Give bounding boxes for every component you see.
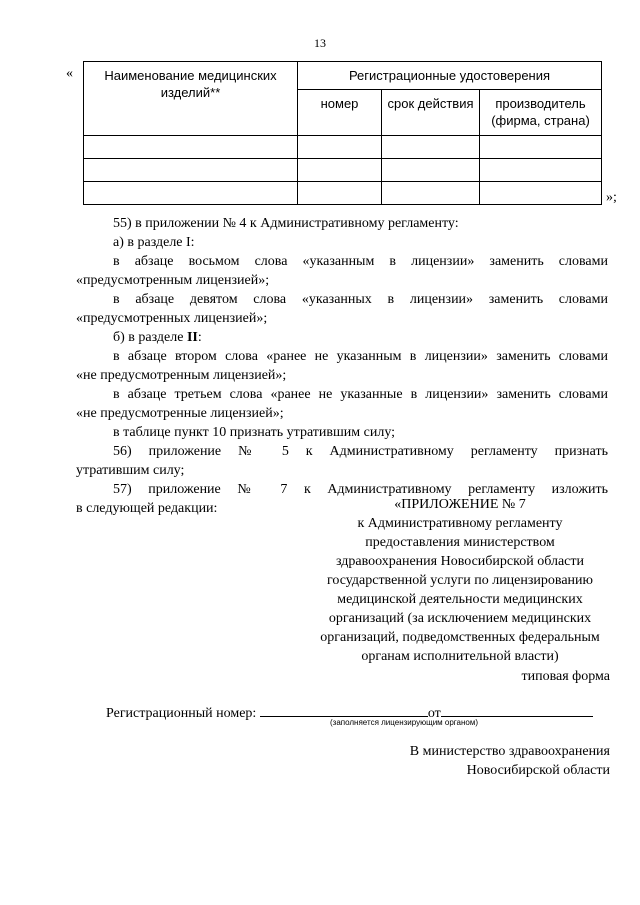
- amendment-b1-line2: «не предусмотренным лицензией»;: [76, 368, 287, 383]
- registration-date-field[interactable]: [441, 702, 593, 717]
- table-row: [84, 136, 602, 159]
- appendix-line: государственной услуги по лицензированию: [327, 573, 593, 588]
- addressee: [410, 742, 610, 780]
- col-header-registration: Регистрационные удостоверения: [298, 62, 602, 90]
- item-56-line1: 56) приложение № 5 к Административному регламенту признать: [113, 444, 608, 459]
- addressee-line: Новосибирской области: [466, 763, 610, 778]
- col-header-number: номер: [298, 90, 382, 136]
- amendment-b1-line1: в абзаце втором слова «ранее не указанным в лицензии» заменить словами: [113, 349, 608, 364]
- table-close-quote: »;: [606, 190, 617, 205]
- form-type-label: типовая форма: [521, 669, 610, 684]
- appendix-header: [290, 495, 630, 666]
- appendix-line: организаций (за исключением медицинских: [328, 611, 592, 626]
- appendix-line: «ПРИЛОЖЕНИЕ № 7: [394, 497, 526, 512]
- medical-devices-table: [83, 61, 602, 205]
- table-open-quote: «: [66, 66, 73, 81]
- page-number: 13: [314, 36, 326, 50]
- registration-label: Регистрационный номер:: [106, 706, 257, 721]
- table-row: [84, 159, 602, 182]
- registration-from-label: от: [427, 706, 441, 721]
- item-55: 55) в приложении № 4 к Административному регламенту:: [113, 216, 459, 231]
- amendment-b3: в таблице пункт 10 признать утратившим силу;: [113, 425, 396, 440]
- appendix-line: медицинской деятельности медицинских: [337, 592, 583, 607]
- amendment-a1-line1: в абзаце восьмом слова «указанным в лицензии» заменить словами: [113, 254, 608, 269]
- appendix-line: здравоохранения Новосибирской области: [335, 554, 584, 569]
- col-header-validity: срок действия: [382, 90, 480, 136]
- registration-note: (заполняется лицензирующим органом): [330, 718, 479, 727]
- appendix-line: предоставления министерством: [365, 535, 555, 550]
- appendix-line: организаций, подведомственных федеральным: [320, 630, 600, 645]
- table-row: [84, 182, 602, 205]
- subsection-a: а) в разделе I:: [113, 235, 195, 250]
- item-57-line2: в следующей редакции:: [76, 501, 218, 516]
- addressee-line: В министерство здравоохранения: [409, 744, 610, 759]
- item-57-line1: 57) приложение № 7 к Административному регламенту изложить: [113, 482, 608, 497]
- item-56-line2: утратившим силу;: [76, 463, 185, 478]
- subsection-b: б) в разделе II:: [113, 330, 202, 345]
- amendment-b2-line2: «не предусмотренные лицензией»;: [76, 406, 284, 421]
- registration-number-field[interactable]: [260, 702, 428, 717]
- amendment-a2-line1: в абзаце девятом слова «указанных в лицензии» заменить словами: [113, 292, 608, 307]
- amendment-b2-line1: в абзаце третьем слова «ранее не указанные в лицензии» заменить словами: [113, 387, 608, 402]
- amendment-a2-line2: «предусмотренных лицензией»;: [76, 311, 268, 326]
- col-header-device-name: Наименование медицинских изделий**: [84, 62, 298, 136]
- col-header-manufacturer: производитель (фирма, страна): [480, 90, 602, 136]
- appendix-line: органам исполнительной власти): [361, 649, 559, 664]
- appendix-line: к Административному регламенту: [357, 516, 563, 531]
- amendment-a1-line2: «предусмотренным лицензией»;: [76, 273, 270, 288]
